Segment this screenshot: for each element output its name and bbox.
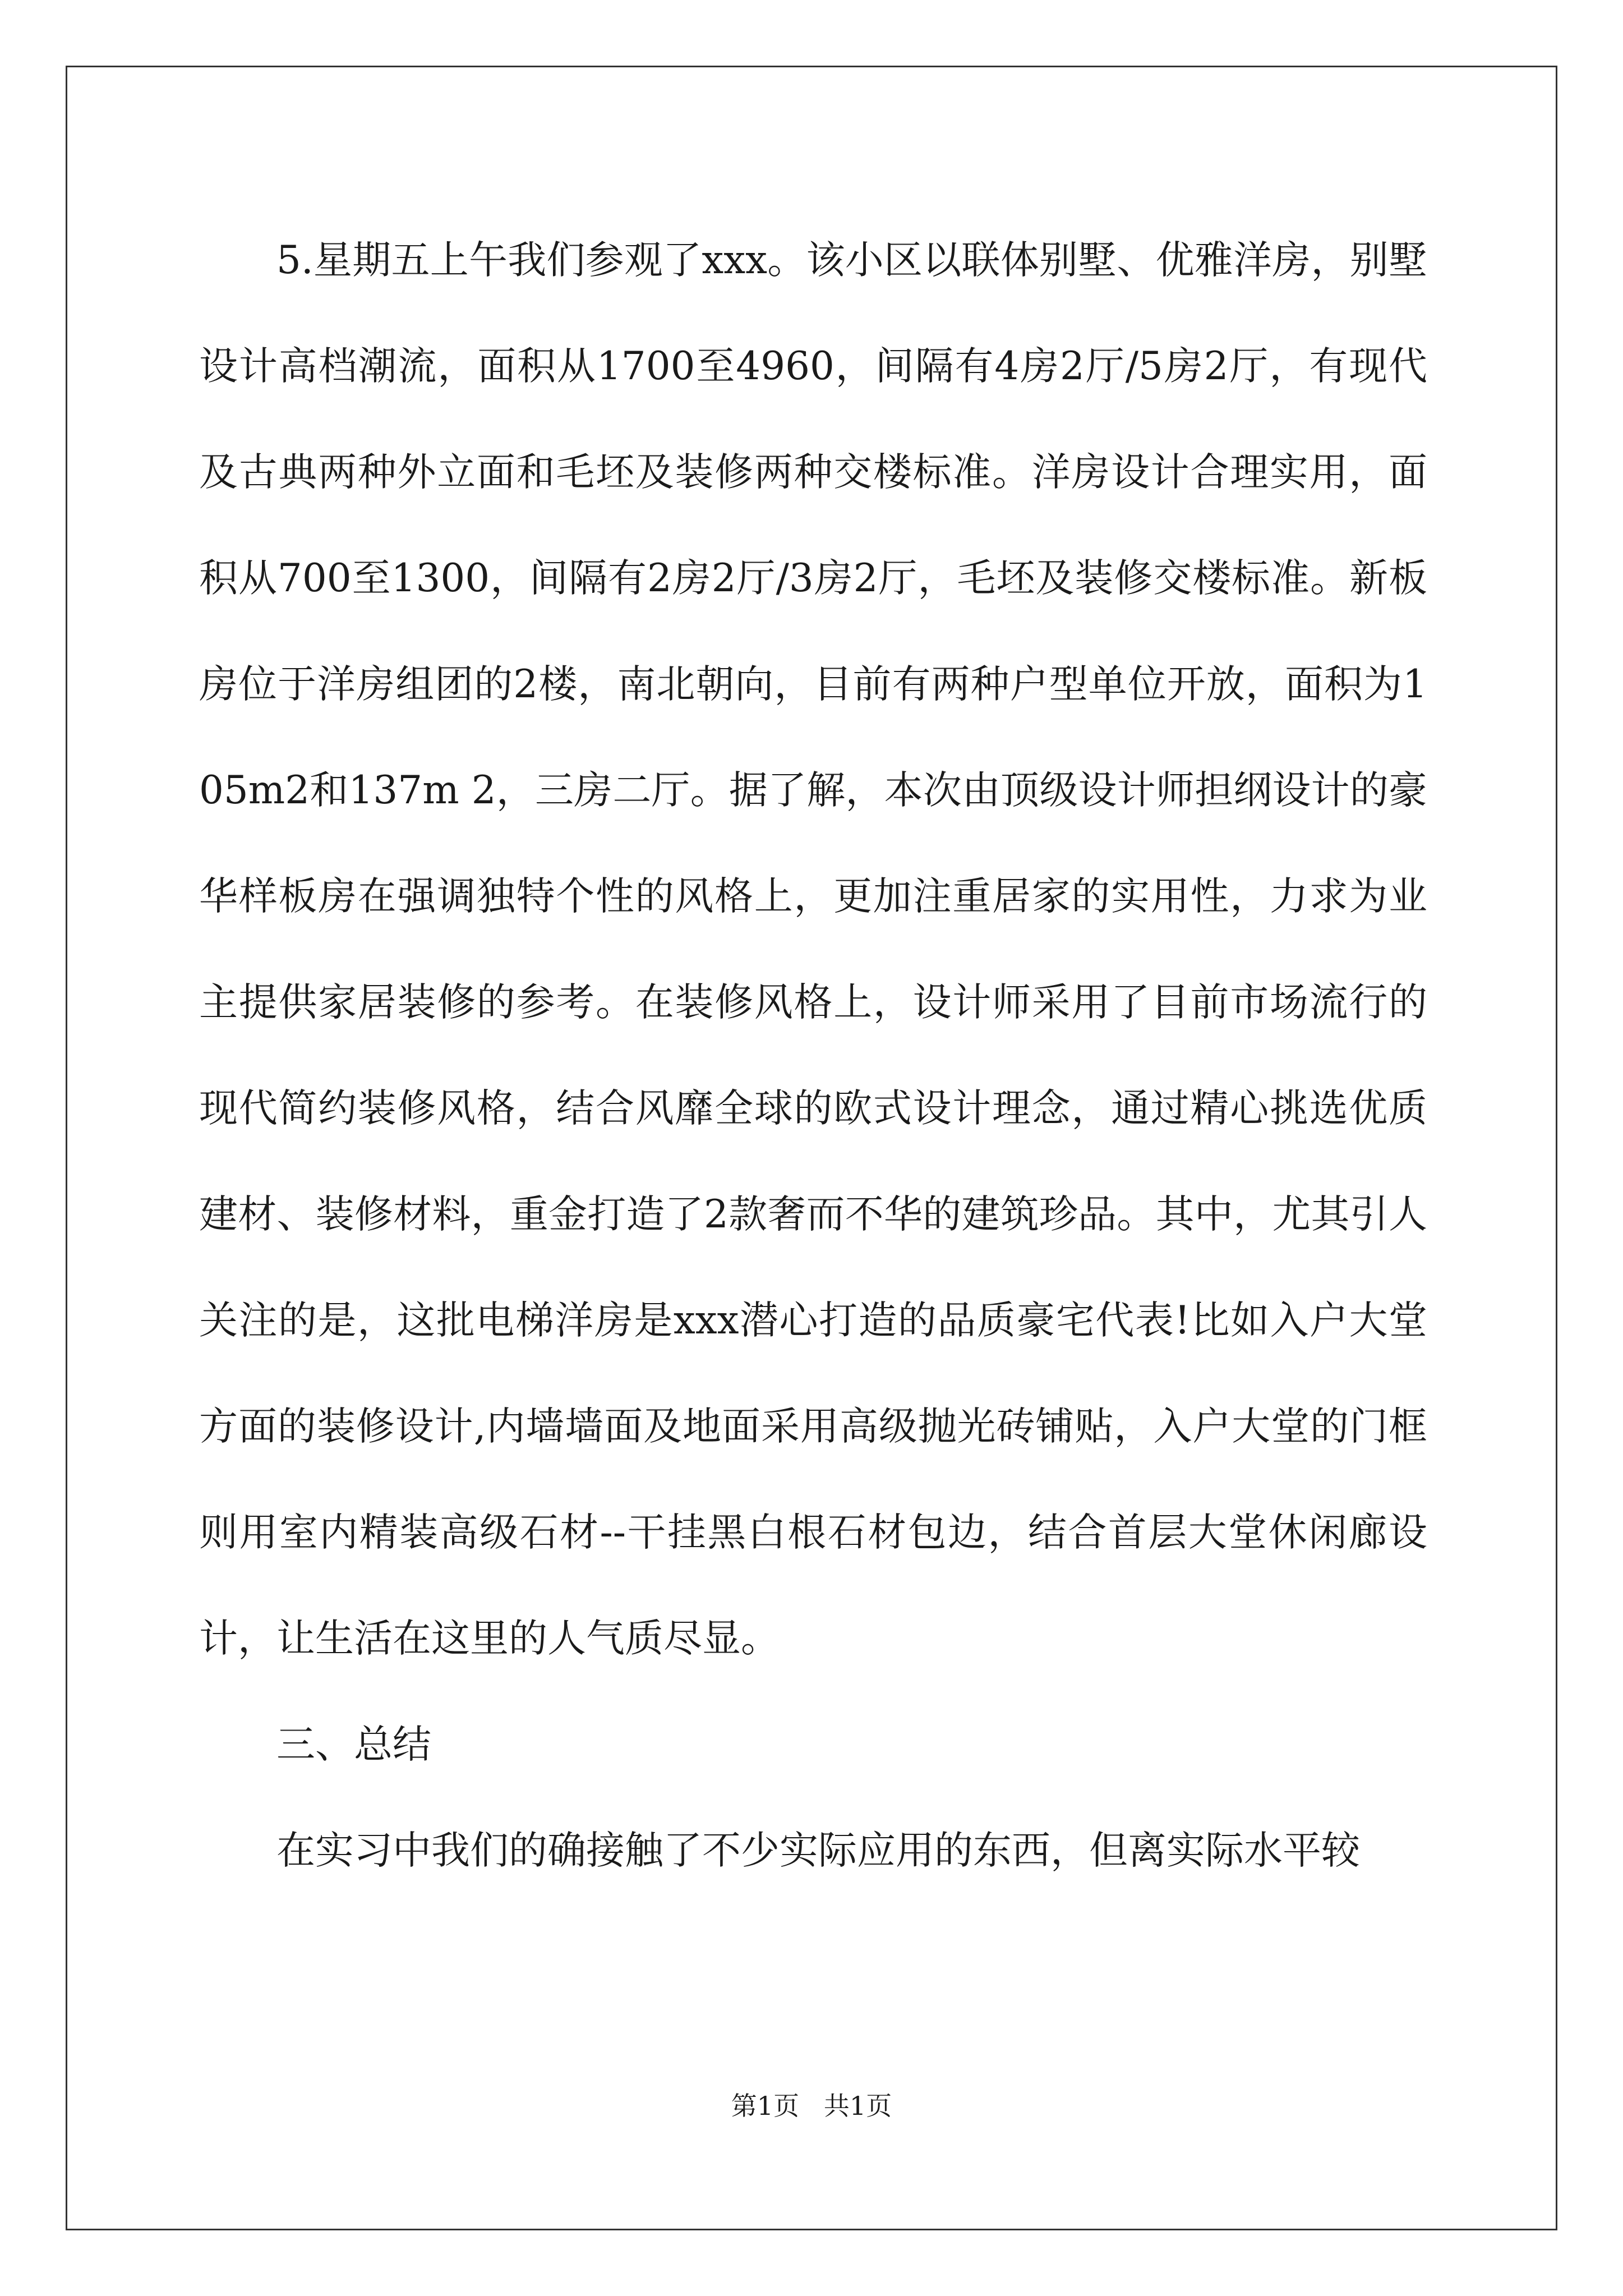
page-footer: 第1页 共1页 <box>731 2091 892 2121</box>
section-heading: 三、总结 <box>276 1722 431 1767</box>
body-paragraph: 5.星期五上午我们参观了xxx。该小区以联体别墅、优雅洋房，别墅设计高档潮流，面积从1700至4960，间隔有4房2厅/5房2厅，有现代及古典两种外立面和毛坯及装修两种交楼标准。洋房设计合理实用，面积从700至1300，间隔有2房2厅/3房2厅，毛坯及装修交楼标准。新板房位于洋房组团的2楼，南北朝向，目前有两种户型单位开放，面积为105m2和137m 2，三房二厅。据了解，本次由顶级设计师担纲设计的豪华样板房在强调独特个性的风格上，更加注重居家的实用性，力求为业主提供家居装修的参考。在装修风格上，设计师采用了目前市场流行的现代简约装修风格，结合风靡全球的欧式设计理念，通过精心挑选优质建材、装修材料，重金打造了2款奢而不华的建筑珍品。其中，尤其引人关注的是，这批电梯洋房是xxx潜心打造的品质豪宅代表!比如入户大堂方面的装修设计,内墙墙面及地面采用高级抛光砖铺贴，入户大堂的门框则用室内精装高级石材--干挂黑白根石材包边，结合首层大堂休闲廊设计，让生活在这里的人气质尽显。 <box>199 238 1427 1661</box>
body-paragraph: 在实习中我们的确接触了不少实际应用的东西，但离实际水平较 <box>276 1828 1360 1873</box>
document-body <box>199 208 1427 1904</box>
